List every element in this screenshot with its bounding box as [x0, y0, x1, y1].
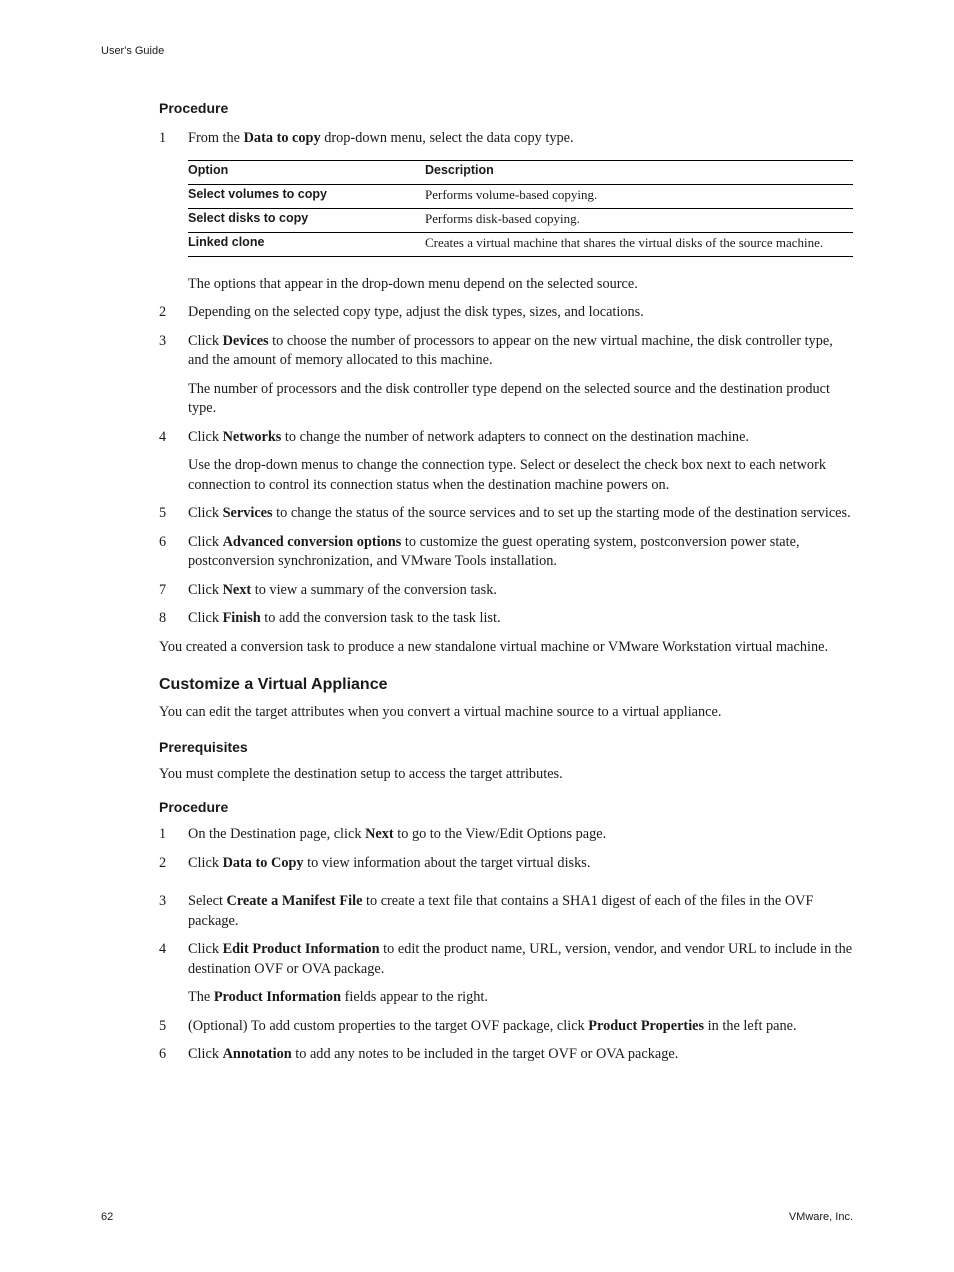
ui-term: Devices [222, 332, 269, 349]
column-header-option: Option [188, 160, 425, 184]
step-6: 6 Click Annotation to add any notes to be included in the target OVF or OVA package. [159, 1045, 853, 1065]
step-3: 3 Click Devices to choose the number of processors to appear on the new virtual machine, the disk controller type, and the amount of memory allocated to this machine. [159, 332, 833, 368]
ui-term: Finish [222, 610, 261, 626]
intro-paragraph: You can edit the target attributes when you convert a virtual machine source to a virtual appliance. [159, 704, 722, 720]
step-4-note: The Product Information fields appear to the right. [188, 989, 488, 1005]
company-name: VMware, Inc. [788, 1211, 853, 1223]
step-8: 8 Click Finish to add the conversion task to the task list. [159, 609, 853, 629]
option-cell: Linked clone [188, 232, 425, 256]
table-row [188, 232, 853, 256]
step-number: 4 [159, 428, 167, 445]
option-cell: Select volumes to copy [188, 184, 425, 208]
step-number: 2 [159, 854, 167, 871]
step-number: 5 [159, 1017, 167, 1034]
step-1-note: The options that appear in the drop-down menu depend on the selected source. [188, 275, 638, 292]
step-2: 2 Click Data to Copy to view information about the target virtual disks. [159, 854, 853, 874]
step-number: 3 [159, 332, 167, 349]
step-1: 1 From the Data to copy drop-down menu, select the data copy type. [159, 129, 853, 149]
option-cell: Select disks to copy [188, 208, 425, 232]
page-number: 62 [101, 1211, 114, 1223]
ui-term: Next [222, 581, 252, 598]
step-number: 3 [159, 893, 167, 909]
ui-term: Product Information [213, 989, 342, 1005]
step-number: 4 [159, 941, 167, 957]
step-7: 7 Click Next to view a summary of the conversion task. [159, 581, 853, 601]
ui-term: Data to Copy [222, 854, 304, 871]
prerequisites-heading: Prerequisites [159, 738, 248, 755]
column-header-description: Description [425, 160, 853, 184]
step-number: 1 [159, 130, 167, 146]
step-4: 4 Click Edit Product Information to edit the product name, URL, version, vendor, and vendor URL to include in the destination OVF or OVA package. [159, 941, 853, 977]
step-1: 1 On the Destination page, click Next to go to the View/Edit Options page. [159, 825, 853, 845]
ui-term: Services [222, 505, 273, 521]
step-number: 7 [159, 581, 167, 598]
step-2: 2 Depending on the selected copy type, adjust the disk types, sizes, and locations. [159, 303, 853, 323]
step-number: 5 [159, 505, 167, 521]
ui-term: Networks [222, 428, 282, 445]
table-row [188, 208, 853, 232]
description-cell: Performs volume-based copying. [425, 184, 853, 208]
ui-term: Product Properties [588, 1017, 705, 1034]
table-row [188, 184, 853, 208]
step-number: 6 [159, 1046, 167, 1062]
step-number: 1 [159, 826, 167, 842]
procedure-heading: Procedure [159, 799, 229, 815]
running-header: User's Guide [101, 45, 165, 57]
ui-term: Edit Product Information [222, 941, 380, 957]
step-number: 6 [159, 533, 167, 550]
step-5: 5 (Optional) To add custom properties to the target OVF package, click Product Properties in the left pane. [159, 1017, 853, 1037]
ui-term: Data to copy [243, 130, 321, 146]
table-header-row [188, 160, 853, 184]
step-4-note: Use the drop-down menus to change the connection type. Select or deselect the check box next to each network connection to control its connection status when the destination machine powers on. [188, 457, 826, 493]
step-4: 4 Click Networks to change the number of network adapters to connect on the destination machine. [159, 428, 853, 448]
ui-term: Create a Manifest File [226, 893, 363, 909]
options-table [188, 160, 853, 257]
step-number: 8 [159, 610, 167, 626]
step-5: 5 Click Services to change the status of the source services and to set up the starting mode of the destination services. [159, 504, 853, 524]
section-heading: Customize a Virtual Appliance [159, 676, 388, 693]
page-content [159, 100, 853, 1065]
procedure-heading: Procedure [159, 100, 229, 116]
description-cell: Performs disk-based copying. [425, 208, 853, 232]
step-6: 6 Click Advanced conversion options to customize the guest operating system, postconversion power state, postconversion synchronization, and VMware Tools installation. [159, 533, 800, 569]
step-3: 3 Select Create a Manifest File to create a text file that contains a SHA1 digest of each of the files in the OVF package. [159, 893, 814, 929]
result-paragraph: You created a conversion task to produce a new standalone virtual machine or VMware Workstation virtual machine. [159, 638, 829, 655]
description-cell: Creates a virtual machine that shares the virtual disks of the source machine. [425, 232, 853, 256]
step-3-note: The number of processors and the disk controller type depend on the selected source and the destination product type. [188, 380, 830, 416]
step-number: 2 [159, 304, 167, 320]
ui-term: Annotation [222, 1046, 292, 1062]
prerequisites-paragraph: You must complete the destination setup to access the target attributes. [159, 765, 563, 782]
ui-term: Advanced conversion options [222, 533, 402, 550]
ui-term: Next [365, 826, 394, 842]
